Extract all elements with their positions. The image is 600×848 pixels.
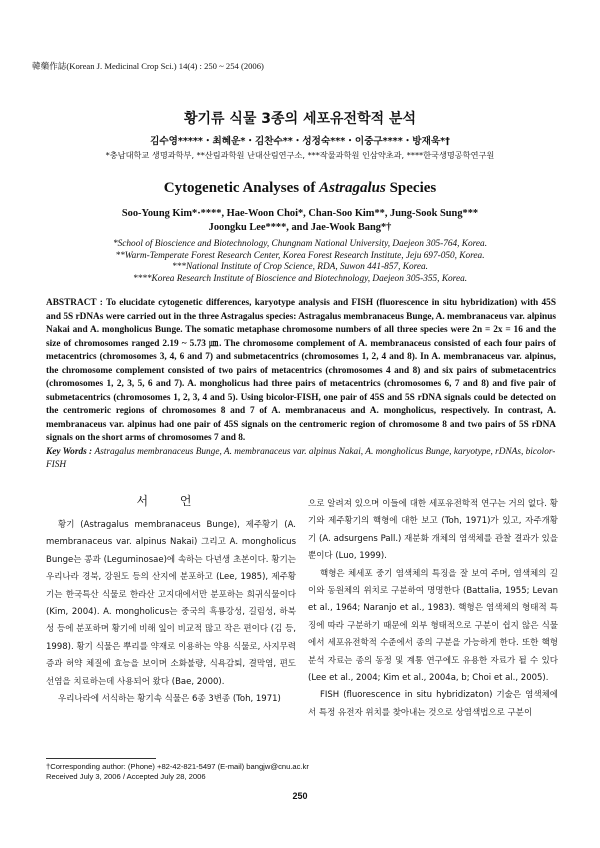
corresponding-author: †Corresponding author: (Phone) +82-42-821-5497 (E-mail) bangjw@cnu.ac.kr <box>46 762 309 771</box>
keywords-label: Key Words : <box>46 447 93 457</box>
keywords-list: Astragalus membranaceus Bunge, A. membranaceus var. alpinus Nakai, A. mongholicus Bunge, karyotype, rDNAs, bicolor-FISH <box>46 447 556 470</box>
intro-paragraph-1: 황기 (Astragalus membranaceus Bunge), 제주황기 (A. membranaceus var. alpinus Nakai) 그리고 A. mongholicus Bunge는 콩과 (Leguminosae)에 속하는 다년생 초본이다. 황기는 우리나라 경북, 강원도 등의 산지에 분포하고 (Lee, 1985), 제주황기는 한국특산 식물로 한라산 고지대에서만 분포하는 희귀식물이다 (Kim, 2004). A. mongholicus는 중국의 흑룡강성, 길림성, 하북성 등에 분포하며 황기에 비해 잎이 비교적 많고 작은 편이다 (김 등, 1998). 황기 식물은 뿌리를 약재로 이용하는 약용 식물로, 사지무력증과 허약 체질에 효능을 보이며 소화불량, 식욕감퇴, 결막염, 편도선염을 치료하는데 사용되어 왔다 (Bae, 2000). <box>46 520 296 687</box>
title-suffix: Species <box>389 180 437 196</box>
page-number: 250 <box>292 791 308 801</box>
title-prefix: Cytogenetic Analyses of <box>163 180 316 196</box>
journal-citation: 韓藥作誌(Korean J. Medicinal Crop Sci.) 14(4) : 250 ~ 254 (2006) <box>32 61 264 71</box>
korean-title: 황기류 식물 3종의 세포유전학적 분석 <box>183 111 417 127</box>
affiliation-2: **Warm-Temperate Forest Research Center, Korea Forest Research Institute, Jeju 697-050, Korea. <box>115 250 485 261</box>
english-title <box>0 180 600 197</box>
affiliation-4: ****Korea Research Institute of Bioscience and Biotechnology, Daejeon 305-355, Korea. <box>132 273 468 284</box>
abstract: ABSTRACT : To elucidate cytogenetic differences, karyotype analysis and FISH (fluorescence in situ hybridization) with 45S and 5S rDNAs were carried out in the three Astragalus species: Astragalus membranaceus Bunge, A. membranaceus var. alpinus Nakai and A. mongholicus Bunge. The somatic metaphase chromosome numbers of all three species were 2n = 2x = 16 and the size of chromosomes ranged 2.19 ~ 5.73 ㎛. The chromosome complement of A. membranaceus consisted of each four pairs of metacentrics (chromosomes 3, 4, 6 and 7) and submetacentrics (chromosomes 1, 2, 4 and 8). In A. membranaceus var. alpinus, the chromosome complement consisted of two pairs of metacentrics (chromosomes 4 and 8) and six pairs of submetacentrics (chromosomes 1, 2, 3, 5, 6 and 7). A. mongholicus had three pairs of metacentrics (chromosomes 6, 7 and 8) and five pair of submetacentrics (chromosomes 1, 2, 3, 4 and 5). Using bicolor-FISH, one pair of 45S and 5S rDNA signals could be detected on the centromeric regions of chromosomes 8 and 7 of A. membranaceus and A. mongholicus, respectively. In contrast, A. membranaceus var. alpinus had one pair of 45S signals on the centromeric region of chromosome 8 and two pairs of 5S rDNA signals on the short arms of chromosomes 7 and 8. <box>46 298 556 443</box>
body-right-column <box>308 496 558 722</box>
korean-affiliations: *충남대학교 생명과학부, **산림과학원 난대산림연구소, ***작물과학원 인삼약초과, ****한국생명공학연구원 <box>105 150 495 160</box>
affiliation-3: ***National Institute of Crop Science, RDA, Suwon 441-857, Korea. <box>172 262 428 273</box>
section-title-introduction: 서 언 <box>136 494 206 508</box>
english-authors <box>60 207 540 235</box>
keywords <box>46 446 556 471</box>
footnote-divider <box>46 758 156 759</box>
body-left-column <box>46 517 296 708</box>
intro-paragraph-4: 핵형은 체세포 중기 염색체의 특징을 잘 보여 주며, 염색체의 길이와 동원체의 위치로 구분하여 명명한다 (Battalia, 1955; Levan et al., 1964; Naranjo et al., 1983). 핵형은 염색체의 형태적 특징에 따라 구분하기 때문에 외부 형태적으로 구분이 쉽지 않은 식물에서 세포유전학적 수준에서 종의 구분을 가능하게 한다. 또한 핵형 분석 자료는 종의 동정 및 계통 연구에도 유용한 자료가 될 수 있다 (Lee et al., 2004; Kim et al., 2004a, b; Choi et al., 2005). <box>308 568 558 684</box>
authors-line-1: Soo-Young Kim*·****, Hae-Woon Choi*, Chan-Soo Kim**, Jung-Sook Sung*** <box>121 208 479 219</box>
korean-authors: 김수영*****・최혜운*・김찬수**・성정숙***・이중구****・방재욱*† <box>150 136 450 147</box>
authors-line-2: Joongku Lee****, and Jae-Wook Bang*† <box>208 222 392 233</box>
received-accepted: Received July 3, 2006 / Accepted July 28, 2006 <box>46 772 206 782</box>
english-affiliations <box>40 239 560 285</box>
intro-paragraph-5: FISH (fluorescence in situ hybridizaton) 기술은 염색체에서 특정 유전자 위치를 찾아내는 것으로 상염색법으로 구분이 <box>308 690 558 718</box>
title-genus: Astragalus <box>319 180 386 196</box>
affiliation-1: *School of Bioscience and Biotechnology, Chungnam National University, Daejeon 305-764, Korea. <box>112 239 488 249</box>
footnote <box>46 762 309 782</box>
intro-paragraph-3: 으로 알려져 있으며 이들에 대한 세포유전학적 연구는 거의 없다. 황기와 제주황기의 핵형에 대한 보고 (Toh, 1971)가 있고, 자주개황기 (A. adsurgens Pall.) 재분화 개체의 염색체를 관찰 결과가 있을 뿐이다 (Luo, 1999). <box>308 499 558 562</box>
intro-paragraph-2: 우리나라에 서식하는 황기속 식물은 6종 3변종 (Toh, 1971) <box>58 694 281 705</box>
